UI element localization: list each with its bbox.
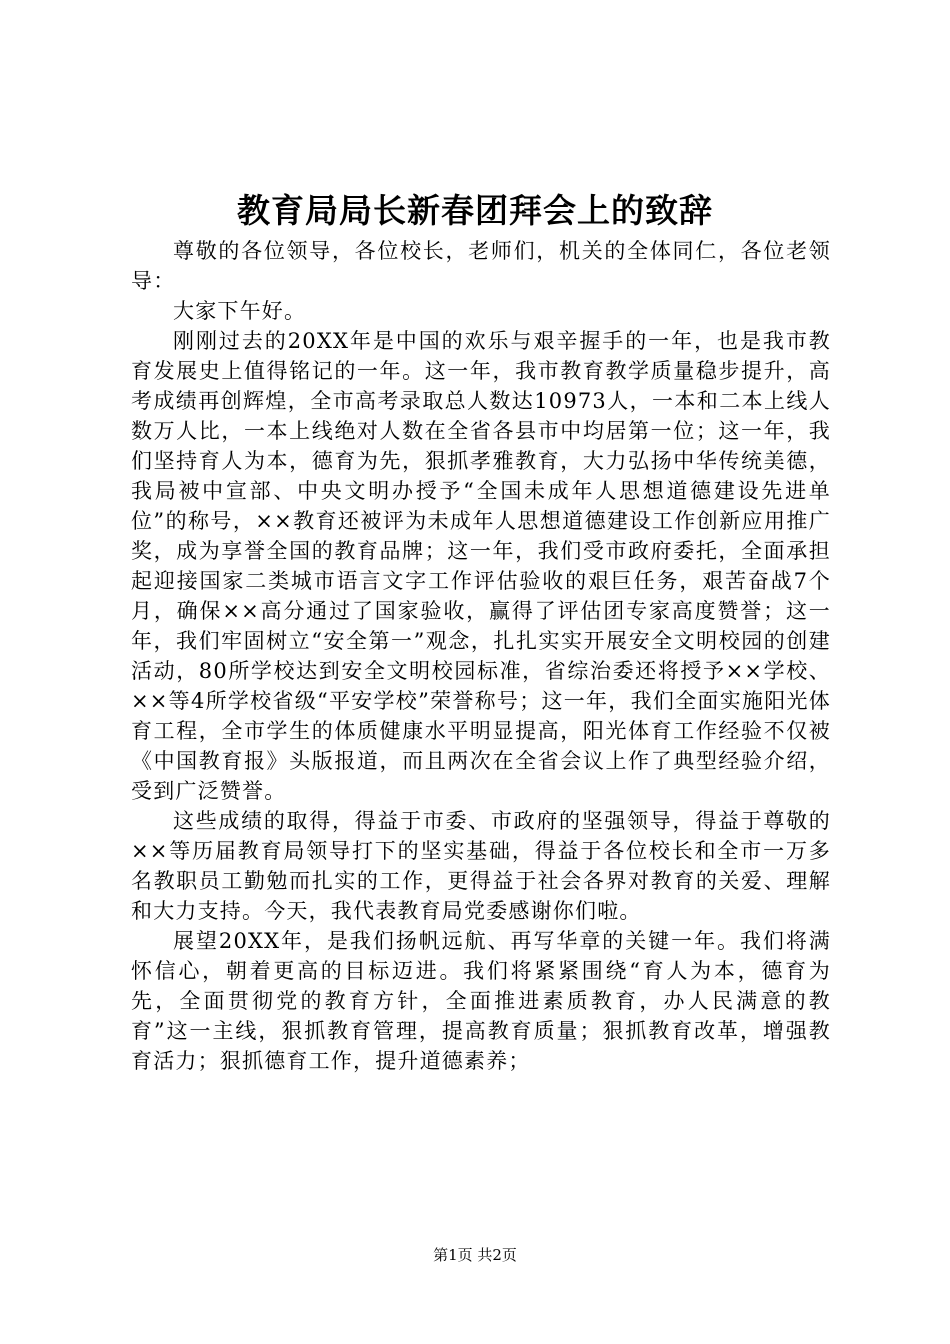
paragraph-thanks: 这些成绩的取得，得益于市委、市政府的坚强领导，得益于尊敬的××等历届教育局领导打下的坚实基础，得益于各位校长和全市一万多名教职员工勤勉而扎实的工作，更得益于社会各界对教育的关爱、理解和大力支持。今天，我代表教育局党委感谢你们啦。 [131,809,831,923]
document-title: 教育局局长新春团拜会上的致辞 [237,191,713,230]
document-body [131,236,831,1076]
page-footer: 第1页 共2页 [433,1246,517,1264]
paragraph-salutation: 尊敬的各位领导，各位校长，老师们，机关的全体同仁，各位老领导： [131,239,831,293]
paragraph-greeting: 大家下午好。 [173,299,307,323]
paragraph-outlook: 展望20XX年，是我们扬帆远航、再写华章的关键一年。我们将满怀信心，朝着更高的目标迈进。我们将紧紧围绕“育人为本，德育为先，全面贯彻党的教育方针，全面推进素质教育，办人民满意的教育”这一主线，狠抓教育管理，提高教育质量；狠抓教育改革，增强教育活力；狠抓德育工作，提升道德素养； [131,929,831,1073]
paragraph-achievements: 刚刚过去的20XX年是中国的欢乐与艰辛握手的一年，也是我市教育发展史上值得铭记的一年。这一年，我市教育教学质量稳步提升，高考成绩再创辉煌，全市高考录取总人数达10973人，一本和二本上线人数万人比，一本上线绝对人数在全省各县市中均居第一位；这一年，我们坚持育人为本，德育为先，狠抓孝雅教育，大力弘扬中华传统美德，我局被中宣部、中央文明办授予“全国未成年人思想道德建设先进单位”的称号，××教育还被评为未成年人思想道德建设工作创新应用推广奖，成为享誉全国的教育品牌；这一年，我们受市政府委托，全面承担起迎接国家二类城市语言文字工作评估验收的艰巨任务，艰苦奋战7个月，确保××高分通过了国家验收，赢得了评估团专家高度赞誉；这一年，我们牢固树立“安全第一”观念，扎扎实实开展安全文明校园的创建活动，80所学校达到安全文明校园标准，省综治委还将授予××学校、××等4所学校省级“平安学校”荣誉称号；这一年，我们全面实施阳光体育工程，全市学生的体质健康水平明显提高，阳光体育工作经验不仅被《中国教育报》头版报道，而且两次在全省会议上作了典型经验介绍，受到广泛赞誉。 [131,329,831,803]
